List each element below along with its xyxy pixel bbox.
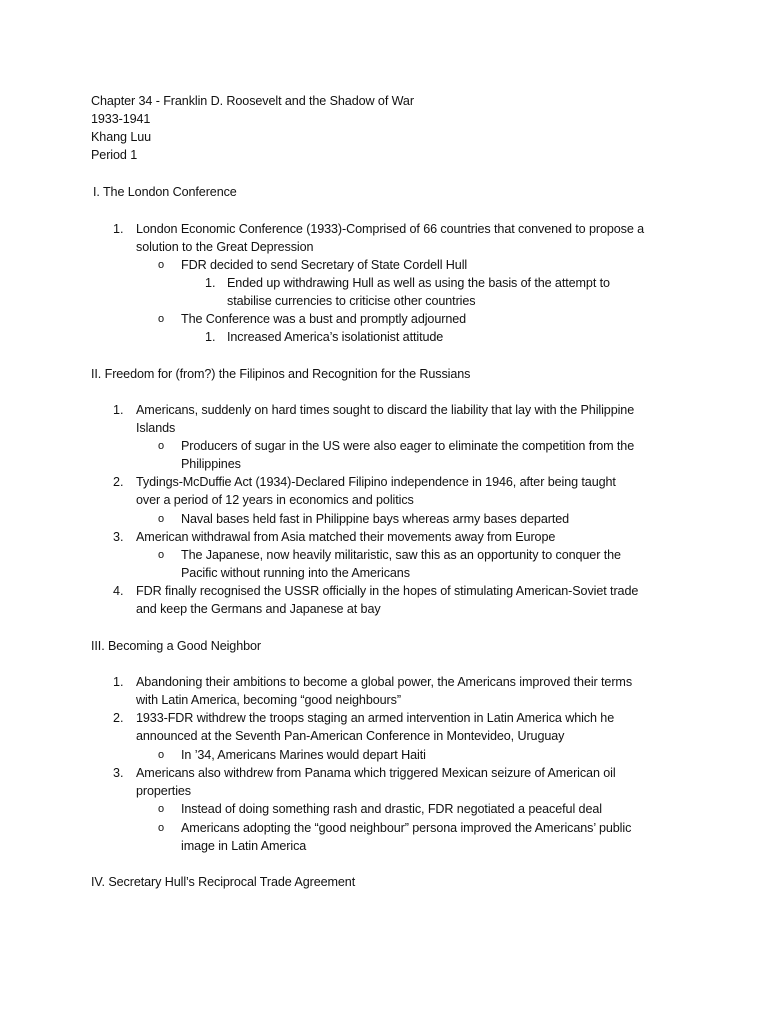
list-number: 1. (205, 330, 216, 344)
list-item-text: Americans also withdrew from Panama which triggered Mexican seizure of American oil (136, 766, 616, 780)
list-number: 1. (113, 222, 124, 236)
section-heading: IV. Secretary Hull’s Reciprocal Trade Agreement (91, 875, 356, 889)
bullet-icon: o (158, 440, 165, 452)
list-item-text: solution to the Great Depression (136, 240, 314, 254)
sub-sub-item-text: Ended up withdrawing Hull as well as using the basis of the attempt to (227, 276, 610, 290)
sub-item-text: In ’34, Americans Marines would depart Haiti (181, 748, 426, 762)
list-item-text: FDR finally recognised the USSR officially in the hopes of stimulating American-Soviet trade (136, 584, 639, 598)
sub-item-text: Americans adopting the “good neighbour” persona improved the Americans’ public (181, 821, 632, 835)
sub-item-text: Philippines (181, 457, 241, 471)
list-item-text: with Latin America, becoming “good neighbours” (136, 693, 401, 707)
bullet-icon: o (158, 803, 165, 815)
sub-item-text: Naval bases held fast in Philippine bays whereas army bases departed (181, 512, 570, 526)
sub-item-text: Instead of doing something rash and drastic, FDR negotiated a peaceful deal (181, 802, 602, 816)
list-item-text: Abandoning their ambitions to become a global power, the Americans improved their terms (136, 675, 633, 689)
document-years: 1933-1941 (91, 112, 151, 126)
list-item-text: and keep the Germans and Japanese at bay (136, 602, 381, 616)
sub-item-text: Producers of sugar in the US were also eager to eliminate the competition from the (181, 439, 635, 453)
list-item-text: properties (136, 784, 192, 798)
list-item-text: London Economic Conference (1933)-Comprised of 66 countries that convened to propose a (136, 222, 645, 236)
author-name: Khang Luu (91, 130, 152, 144)
list-item-text: Tydings-McDuffie Act (1934)-Declared Filipino independence in 1946, after being taught (136, 475, 616, 489)
sub-sub-item-text: Increased America’s isolationist attitude (227, 330, 444, 344)
list-number: 2. (113, 711, 124, 725)
sub-item-text: Pacific without running into the Americans (181, 566, 410, 580)
bullet-icon: o (158, 513, 165, 525)
list-number: 3. (113, 530, 124, 544)
sub-item-text: image in Latin America (181, 839, 307, 853)
list-number: 2. (113, 475, 124, 489)
document-title: Chapter 34 - Franklin D. Roosevelt and the Shadow of War (91, 94, 414, 108)
section-heading: II. Freedom for (from?) the Filipinos and Recognition for the Russians (91, 367, 471, 381)
list-number: 4. (113, 584, 124, 598)
section-heading: III. Becoming a Good Neighbor (91, 639, 262, 653)
bullet-icon: o (158, 259, 165, 271)
list-number: 3. (113, 766, 124, 780)
list-item-text: announced at the Seventh Pan-American Conference in Montevideo, Uruguay (136, 729, 565, 743)
bullet-icon: o (158, 313, 165, 325)
sub-sub-item-text: stabilise currencies to criticise other countries (227, 294, 476, 308)
list-number: 1. (113, 403, 124, 417)
list-item-text: 1933-FDR withdrew the troops staging an armed intervention in Latin America which he (136, 711, 615, 725)
sub-item-text: The Japanese, now heavily militaristic, saw this as an opportunity to conquer the (181, 548, 621, 562)
bullet-icon: o (158, 822, 165, 834)
bullet-icon: o (158, 549, 165, 561)
bullet-icon: o (158, 749, 165, 761)
section-heading: I. The London Conference (93, 185, 237, 199)
list-item-text: Americans, suddenly on hard times sought to discard the liability that lay with the Philippine (136, 403, 635, 417)
list-number: 1. (205, 276, 216, 290)
list-item-text: over a period of 12 years in economics and politics (136, 493, 414, 507)
list-item-text: American withdrawal from Asia matched their movements away from Europe (136, 530, 556, 544)
class-period: Period 1 (91, 148, 138, 162)
list-item-text: Islands (136, 421, 176, 435)
sub-item-text: FDR decided to send Secretary of State Cordell Hull (181, 258, 468, 272)
list-number: 1. (113, 675, 124, 689)
sub-item-text: The Conference was a bust and promptly adjourned (181, 312, 467, 326)
